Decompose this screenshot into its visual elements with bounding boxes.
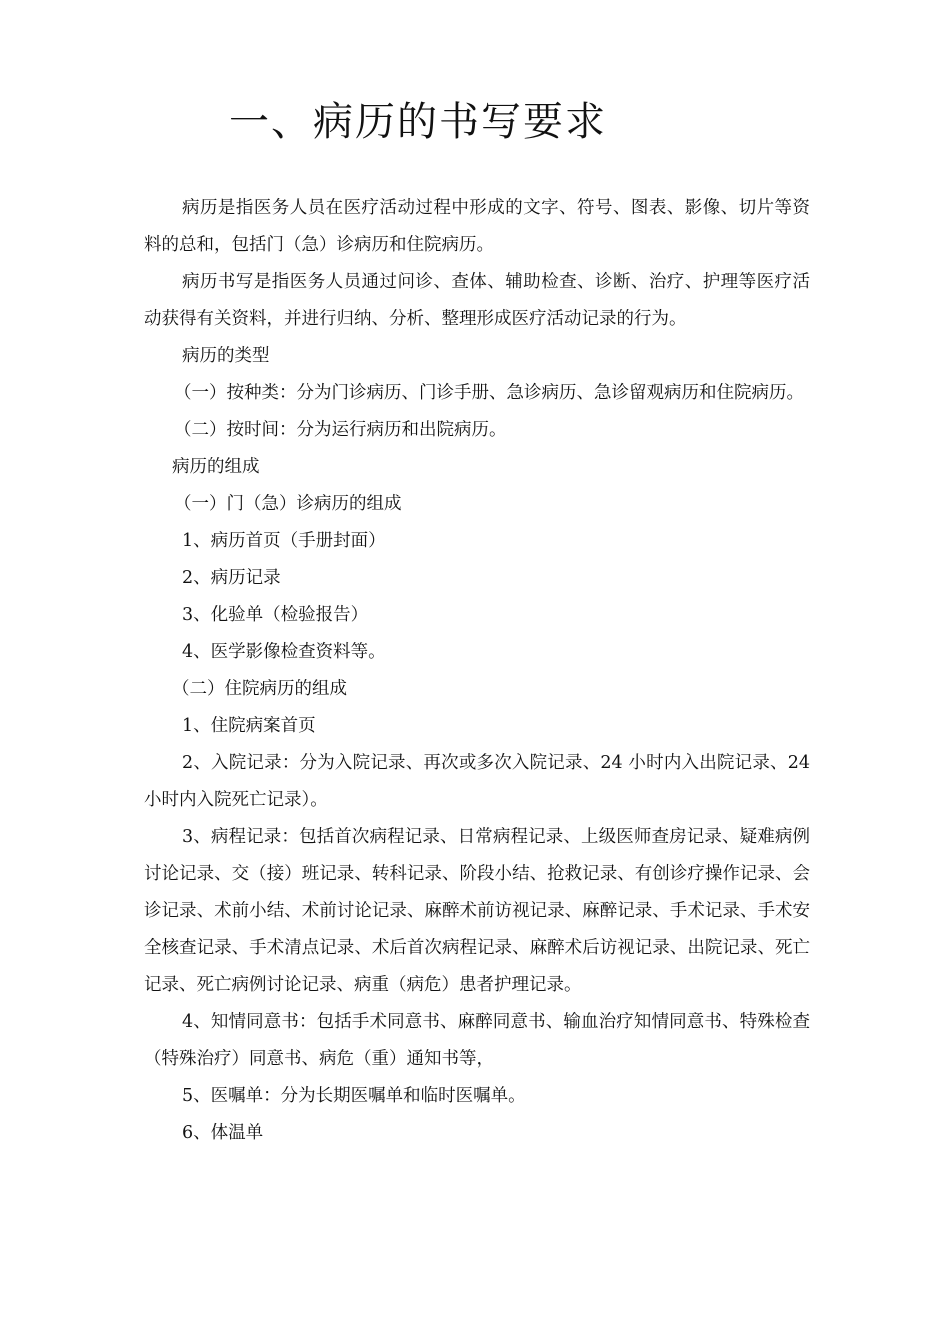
paragraph-writing-definition: 病历书写是指医务人员通过问诊、查体、辅助检查、诊断、治疗、护理等医疗活动获得有关资料，并进行归纳、分析、整理形成医疗活动记录的行为。 [144,272,810,329]
list-item: 4、知情同意书：包括手术同意书、麻醉同意书、输血治疗知情同意书、特殊检查（特殊治疗）同意书、病危（重）通知书等， [144,1012,810,1069]
paragraph-type-by-kind: （一）按种类：分为门诊病历、门诊手册、急诊病历、急诊留观病历和住院病历。 [174,383,804,403]
list-item: 1、住院病案首页 [182,716,316,736]
list-item: 3、化验单（检验报告） [182,605,369,625]
subheading-outpatient-composition: （一）门（急）诊病历的组成 [174,494,402,514]
list-item: 3、病程记录：包括首次病程记录、日常病程记录、上级医师查房记录、疑难病例讨论记录、交（接）班记录、转科记录、阶段小结、抢救记录、有创诊疗操作记录、会诊记录、术前小结、术前讨论记录、麻醉术前访视记录、麻醉记录、手术记录、手术安全核查记录、手术清点记录、术后首次病程记录、麻醉术后访视记录、出院记录、死亡记录、死亡病例讨论记录、病重（病危）患者护理记录。 [144,827,810,995]
list-item: 2、入院记录：分为入院记录、再次或多次入院记录、24 小时内入出院记录、24 小时内入院死亡记录）。 [144,753,810,810]
list-item: 4、医学影像检查资料等。 [182,642,386,662]
document-body [144,190,810,1152]
list-item: 5、医嘱单：分为长期医嘱单和临时医嘱单。 [182,1086,526,1106]
document-title: 一、病历的书写要求 [229,99,607,145]
paragraph-definition: 病历是指医务人员在医疗活动过程中形成的文字、符号、图表、影像、切片等资料的总和，包括门（急）诊病历和住院病历。 [144,198,810,255]
heading-record-composition: 病历的组成 [172,457,260,477]
list-item: 2、病历记录 [182,568,281,588]
heading-record-types: 病历的类型 [182,346,270,366]
subheading-inpatient-composition: （二）住院病历的组成 [172,679,347,699]
list-item: 1、病历首页（手册封面） [182,531,386,551]
paragraph-type-by-time: （二）按时间：分为运行病历和出院病历。 [174,420,507,440]
list-item: 6、体温单 [182,1123,264,1143]
